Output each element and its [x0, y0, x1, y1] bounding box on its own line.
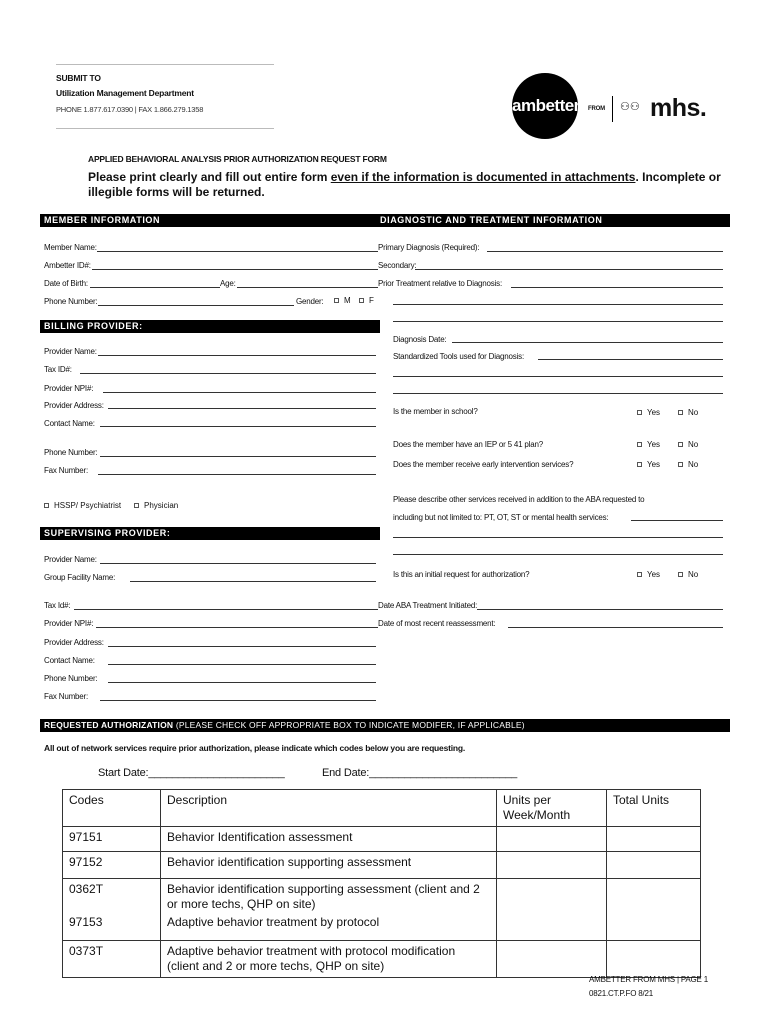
physician-option[interactable]: Physician: [134, 501, 178, 510]
ambetter-id-label: Ambetter ID#:: [44, 261, 91, 270]
early-yes-checkbox[interactable]: [637, 462, 642, 467]
prior-treatment-input[interactable]: [511, 287, 723, 288]
total-units-cell[interactable]: [607, 915, 701, 940]
physician-checkbox[interactable]: [134, 503, 139, 508]
supervising-fax-label: Fax Number:: [44, 692, 89, 701]
contact-numbers: PHONE 1.877.617.0390 | FAX 1.866.279.1358: [56, 105, 204, 114]
prior-treatment-line-3[interactable]: [393, 321, 723, 322]
supervising-provider-name-label: Provider Name:: [44, 555, 97, 564]
department-name: Utilization Management Department: [56, 88, 194, 98]
initial-yes-checkbox[interactable]: [637, 572, 642, 577]
diagnostic-header: DIAGNOSTIC AND TREATMENT INFORMATION: [376, 214, 730, 227]
initial-no-option[interactable]: No: [678, 570, 698, 579]
units-cell[interactable]: [497, 827, 607, 852]
other-services-label-2: including but not limited to: PT, OT, ST or mental health services:: [393, 513, 609, 522]
description-cell: Adaptive behavior treatment by protocol: [161, 915, 497, 940]
diagnosis-date-input[interactable]: [452, 342, 723, 343]
initial-yes-option[interactable]: Yes: [637, 570, 660, 579]
early-no-option[interactable]: No: [678, 460, 698, 469]
description-cell: Behavior identification supporting assessment (client and 2 or more techs, QHP on site): [161, 879, 497, 916]
codes-column-header: Codes: [63, 790, 161, 827]
total-units-cell[interactable]: [607, 940, 701, 977]
billing-contact-input[interactable]: [100, 426, 376, 427]
prior-treatment-label: Prior Treatment relative to Diagnosis:: [378, 279, 503, 288]
female-checkbox[interactable]: [359, 298, 364, 303]
billing-address-input[interactable]: [108, 408, 376, 409]
initial-request-question: Is this an initial request for authorization?: [393, 570, 530, 579]
gender-label: Gender:: [296, 297, 324, 306]
group-facility-input[interactable]: [130, 581, 376, 582]
submit-to-label: SUBMIT TO: [56, 73, 101, 83]
aba-initiated-label: Date ABA Treatment Initiated:: [378, 601, 478, 610]
code-cell: 97153: [63, 915, 161, 940]
total-units-column-header: Total Units: [607, 790, 701, 827]
supervising-contact-label: Contact Name:: [44, 656, 95, 665]
logo-divider: [612, 96, 613, 122]
dob-input[interactable]: [90, 287, 220, 288]
billing-npi-input[interactable]: [103, 392, 376, 393]
billing-provider-name-label: Provider Name:: [44, 347, 97, 356]
iep-question: Does the member have an IEP or 5 41 plan?: [393, 440, 543, 449]
total-units-cell[interactable]: [607, 852, 701, 879]
member-phone-label: Phone Number:: [44, 297, 98, 306]
supervising-provider-name-input[interactable]: [100, 563, 376, 564]
form-instructions: Please print clearly and fill out entire form even if the information is documented in attachments. Incomplete or illegible forms will be returned.: [88, 170, 721, 199]
supervising-npi-input[interactable]: [96, 627, 378, 628]
member-info-header: MEMBER INFORMATION: [40, 214, 380, 227]
secondary-diagnosis-label: Secondary:: [378, 261, 417, 270]
billing-provider-name-input[interactable]: [98, 355, 376, 356]
hssp-checkbox[interactable]: [44, 503, 49, 508]
primary-diagnosis-label: Primary Diagnosis (Required):: [378, 243, 480, 252]
secondary-diagnosis-input[interactable]: [415, 269, 723, 270]
header-top-rule: [56, 64, 274, 65]
code-cell: 97151: [63, 827, 161, 852]
logo-from-label: FROM: [588, 106, 605, 112]
codes-table-header-row: [63, 790, 701, 827]
billing-fax-input[interactable]: [98, 474, 376, 475]
other-services-line-3[interactable]: [393, 554, 723, 555]
units-cell[interactable]: [497, 915, 607, 940]
aba-initiated-input[interactable]: [477, 609, 723, 610]
supervising-tax-id-label: Tax Id#:: [44, 601, 71, 610]
supervising-phone-input[interactable]: [108, 682, 376, 683]
age-input[interactable]: [237, 287, 378, 288]
ambetter-logo: ambetter.: [512, 73, 578, 139]
early-no-checkbox[interactable]: [678, 462, 683, 467]
early-intervention-question: Does the member receive early intervention services?: [393, 460, 574, 469]
people-icon: ⚇⚇: [620, 101, 640, 113]
hssp-psychiatrist-option[interactable]: HSSP/ Psychiatrist: [44, 501, 121, 510]
start-date-field[interactable]: Start Date:_______________________: [98, 767, 285, 779]
standardized-tools-line-3[interactable]: [393, 393, 723, 394]
codes-table: [62, 789, 701, 978]
billing-phone-label: Phone Number:: [44, 448, 98, 457]
iep-no-checkbox[interactable]: [678, 442, 683, 447]
code-cell: 0373T: [63, 940, 161, 977]
billing-npi-label: Provider NPI#:: [44, 384, 94, 393]
units-cell[interactable]: [497, 879, 607, 916]
initial-no-checkbox[interactable]: [678, 572, 683, 577]
billing-address-label: Provider Address:: [44, 401, 104, 410]
member-name-input[interactable]: [97, 251, 378, 252]
billing-phone-input[interactable]: [100, 456, 376, 457]
description-cell: Adaptive behavior treatment with protocol modification (client and 2 or more techs, QHP on site): [161, 940, 497, 977]
other-services-label-1: Please describe other services received in addition to the ABA requested to: [393, 495, 645, 504]
diagnosis-date-label: Diagnosis Date:: [393, 335, 447, 344]
form-title: APPLIED BEHAVIORAL ANALYSIS PRIOR AUTHORIZATION REQUEST FORM: [88, 154, 387, 164]
supervising-fax-input[interactable]: [100, 700, 376, 701]
footer-page-label: AMBETTER FROM MHS | PAGE 1: [589, 975, 708, 984]
description-cell: Behavior identification supporting assessment: [161, 852, 497, 879]
member-name-label: Member Name:: [44, 243, 97, 252]
requested-authorization-header: REQUESTED AUTHORIZATION (PLEASE CHECK OFF APPROPRIATE BOX TO INDICATE MODIFER, IF APPLICABLE): [40, 719, 730, 732]
supervising-address-label: Provider Address:: [44, 638, 104, 647]
school-yes-checkbox[interactable]: [637, 410, 642, 415]
supervising-npi-label: Provider NPI#:: [44, 619, 94, 628]
code-cell: 0362T: [63, 879, 161, 916]
supervising-provider-header: SUPERVISING PROVIDER:: [40, 527, 380, 540]
reassessment-label: Date of most recent reassessment:: [378, 619, 496, 628]
units-cell[interactable]: [497, 852, 607, 879]
supervising-phone-label: Phone Number:: [44, 674, 98, 683]
gender-female-option[interactable]: F: [359, 296, 374, 305]
description-column-header: Description: [161, 790, 497, 827]
standardized-tools-line-2[interactable]: [393, 376, 723, 377]
units-cell[interactable]: [497, 940, 607, 977]
standardized-tools-label: Standardized Tools used for Diagnosis:: [393, 352, 525, 361]
total-units-cell[interactable]: [607, 827, 701, 852]
description-cell: Behavior Identification assessment: [161, 827, 497, 852]
ambetter-id-input[interactable]: [92, 269, 378, 270]
out-of-network-note: All out of network services require prior authorization, please indicate which codes below you are requesting.: [44, 743, 466, 753]
iep-no-option[interactable]: No: [678, 440, 698, 449]
reassessment-input[interactable]: [508, 627, 723, 628]
iep-yes-checkbox[interactable]: [637, 442, 642, 447]
billing-contact-label: Contact Name:: [44, 419, 95, 428]
iep-yes-option[interactable]: Yes: [637, 440, 660, 449]
billing-provider-header: BILLING PROVIDER:: [40, 320, 380, 333]
table-row: [63, 915, 701, 940]
billing-tax-id-label: Tax ID#:: [44, 365, 72, 374]
supervising-contact-input[interactable]: [108, 664, 376, 665]
supervising-address-input[interactable]: [108, 646, 376, 647]
male-checkbox[interactable]: [334, 298, 339, 303]
dob-label: Date of Birth:: [44, 279, 88, 288]
billing-fax-label: Fax Number:: [44, 466, 89, 475]
group-facility-label: Group Facility Name:: [44, 573, 116, 582]
school-no-option[interactable]: No: [678, 408, 698, 417]
billing-tax-id-input[interactable]: [80, 373, 376, 374]
total-units-cell[interactable]: [607, 879, 701, 916]
table-row: [63, 852, 701, 879]
units-column-header: Units per Week/Month: [497, 790, 607, 827]
school-no-checkbox[interactable]: [678, 410, 683, 415]
other-services-line-2[interactable]: [393, 537, 723, 538]
code-cell: 97152: [63, 852, 161, 879]
other-services-input[interactable]: [631, 520, 723, 521]
table-row: [63, 879, 701, 916]
mhs-logo: mhs.: [650, 94, 707, 122]
gender-male-option[interactable]: M: [334, 296, 351, 305]
school-yes-option[interactable]: Yes: [637, 408, 660, 417]
prior-treatment-line-2[interactable]: [393, 304, 723, 305]
footer-form-code: 0821.CT.P.FO 8/21: [589, 989, 654, 998]
school-question: Is the member in school?: [393, 407, 478, 416]
member-phone-input[interactable]: [98, 305, 294, 306]
age-label: Age:: [220, 279, 236, 288]
supervising-tax-id-input[interactable]: [74, 609, 378, 610]
end-date-field[interactable]: End Date:_________________________: [322, 767, 518, 779]
early-yes-option[interactable]: Yes: [637, 460, 660, 469]
table-row: [63, 827, 701, 852]
header-bottom-rule: [56, 128, 274, 129]
table-row: [63, 940, 701, 977]
standardized-tools-input[interactable]: [538, 359, 723, 360]
primary-diagnosis-input[interactable]: [487, 251, 723, 252]
